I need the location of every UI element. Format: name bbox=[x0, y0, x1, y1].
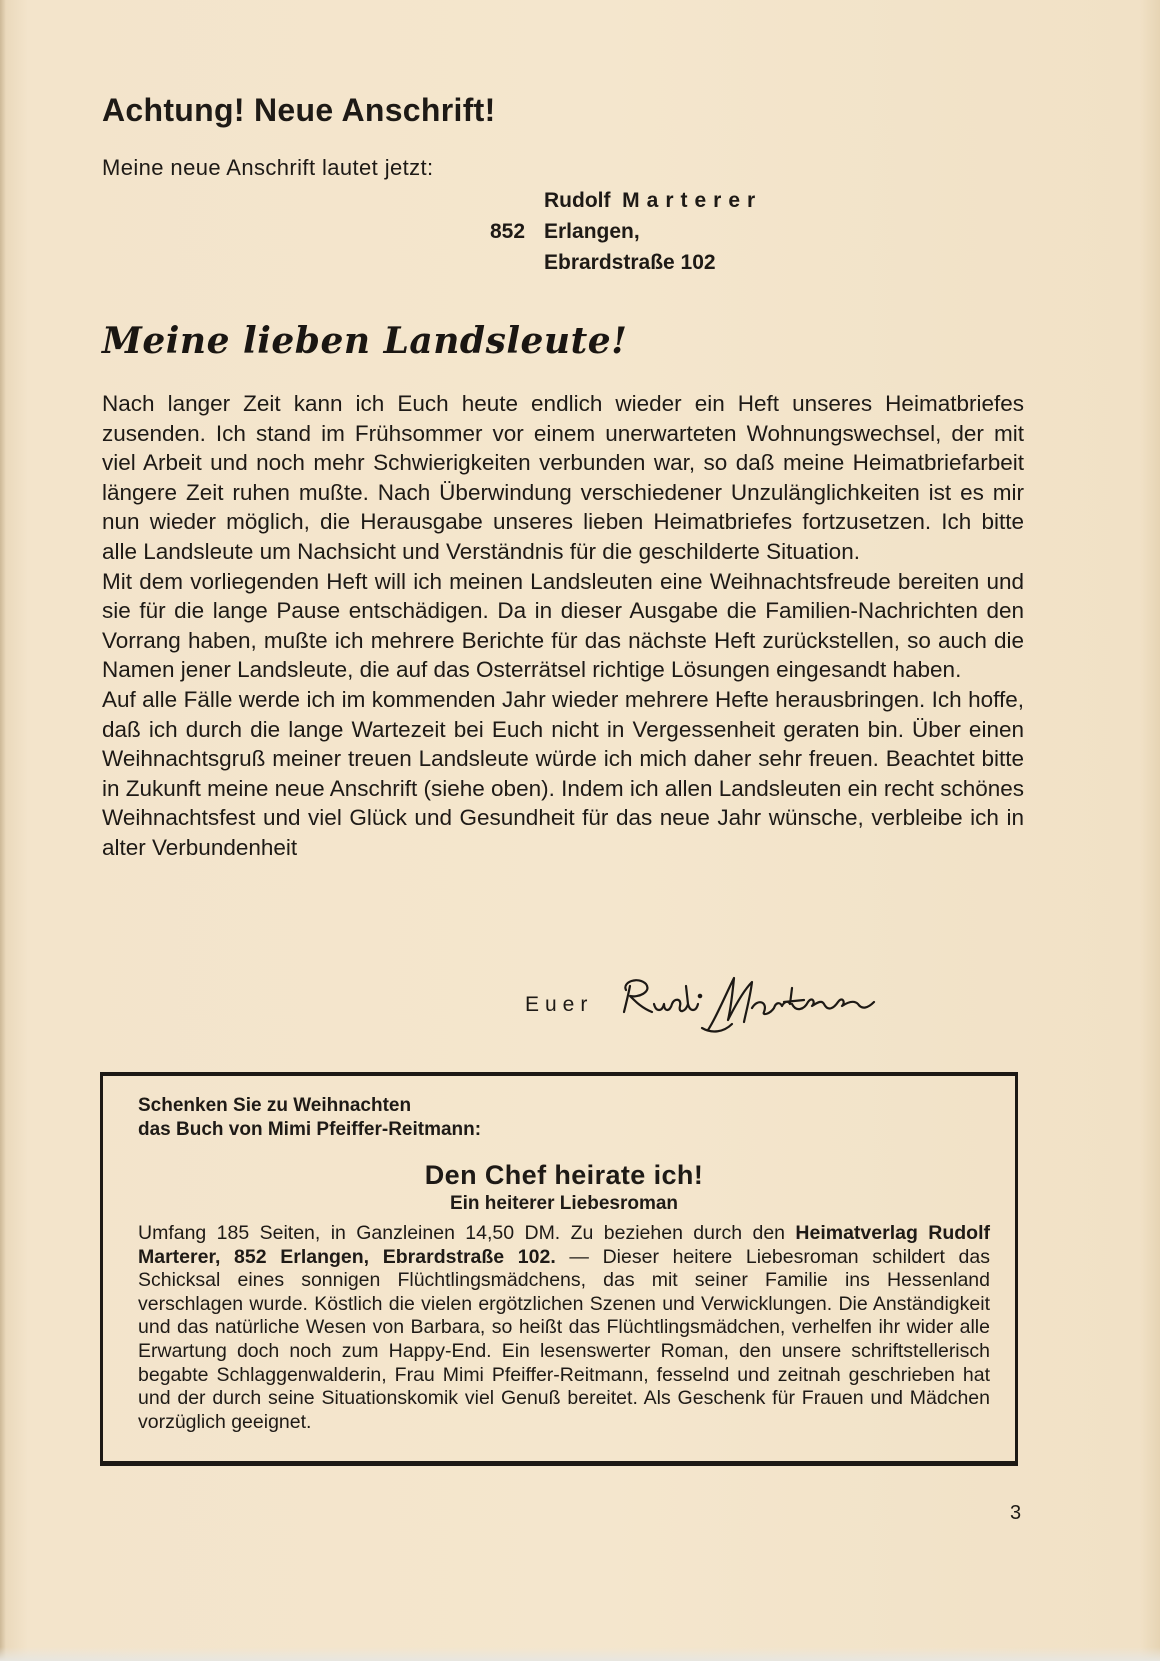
advertisement-lead-line-2: das Buch von Mimi Pfeiffer-Reitmann: bbox=[138, 1119, 482, 1140]
address-zip: 852 bbox=[490, 220, 526, 243]
book-subtitle: Ein heiterer Liebesroman bbox=[449, 1193, 679, 1214]
advertisement-body bbox=[138, 1222, 990, 1434]
scan-edge bbox=[0, 1647, 1160, 1661]
address-first-name: Rudolf bbox=[544, 189, 611, 212]
advertisement-content bbox=[138, 1094, 990, 1434]
page-number: 3 bbox=[1010, 1502, 1022, 1524]
address-street-line bbox=[490, 247, 762, 278]
letter-paragraph: Auf alle Fälle werde ich im kommenden Jahr wieder mehrere Hefte herausbringen. Ich hoffe, daß ich durch die lange Wartezeit bei Euch nicht in Vergessenheit geraten bin. Über einen Weihnachtsgruß meiner treuen Landsleute würde ich mich daher sehr freuen. Beachtet bitte in Zukunft meine neue Anschrift (siehe oben). Indem ich allen Landsleuten ein recht schönes Weihnachtsfest und viel Glück und Gesundheit für das neue Jahr wünsche, verbleibe ich in alter Verbundenheit bbox=[102, 686, 1024, 860]
letter-paragraph: Mit dem vorliegenden Heft will ich meinen Landsleuten eine Weihnachtsfreude bereiten und sie für die lange Pause entschädigen. Da in dieser Ausgabe die Familien-Nachrichten den Vorrang haben, mußte ich mehrere Berichte für das nächste Heft zurückstellen, so auch die Namen jener Landsleute, die auf das Osterrätsel richtige Lösungen eingesandt haben. bbox=[102, 568, 1024, 683]
letter-closing: Euer bbox=[525, 993, 594, 1016]
advertisement-lead bbox=[138, 1094, 990, 1142]
address-city-line bbox=[490, 216, 762, 247]
address-name-line bbox=[490, 185, 762, 216]
headline: Achtung! Neue Anschrift! bbox=[102, 92, 496, 128]
signature-image bbox=[612, 968, 892, 1040]
address-intro: Meine neue Anschrift lautet jetzt: bbox=[102, 155, 434, 180]
address-city: Erlangen, bbox=[544, 220, 640, 243]
advertisement-body-part-2: — Dieser heitere Liebesroman schildert das Schicksal eines sonnigen Flüchtlingsmädchens, das mit seiner Familie ins Hessenland verschlagen wurde. Köstlich die vielen ergötzlichen Szenen und Verwicklungen. Die Anständigkeit und das natürliche Wesen von Barbara, so heißt das Flüchtlingsmädchen, verhelfen ihr wider alle Erwartung doch noch zum Happy-End. Ein lesenswerter Roman, den unsere schriftstellerisch begabte Schlaggenwalderin, Frau Mimi Pfeiffer-Reitmann, fesselnd und zeitnah geschrieben hat und der durch seine Situationskomik viel Genuß bereitet. Als Geschenk für Frauen und Mädchen vorzüglich geeignet. bbox=[138, 1245, 991, 1433]
book-title: Den Chef heirate ich! bbox=[424, 1160, 704, 1190]
advertisement-box bbox=[100, 1072, 1018, 1466]
address-street: Ebrardstraße 102 bbox=[544, 251, 716, 274]
publisher-address: Heimatverlag Rudolf Marterer, 852 Erlangen, Ebrardstraße 102. bbox=[138, 1222, 990, 1268]
letter-body bbox=[102, 389, 1024, 863]
advertisement-lead-line-1: Schenken Sie zu Weihnachten bbox=[138, 1095, 412, 1116]
advertisement-body-part-1: Umfang 185 Seiten, in Ganzleinen 14,50 DM. Zu beziehen durch den bbox=[138, 1222, 796, 1244]
letter-paragraph: Nach langer Zeit kann ich Euch heute endlich wieder ein Heft unseres Heimatbriefes zusenden. Ich stand im Frühsommer vor einem unerwarteten Wohnungswechsel, der mit viel Arbeit und noch mehr Schwierigkeiten verbunden war, so daß meine Heimatbriefarbeit längere Zeit ruhen mußte. Nach Überwindung verschiedener Unzulänglichkeiten ist es mir nun wieder möglich, die Herausgabe unseres lieben Heimatbriefes fortzusetzen. Ich bitte alle Landsleute um Nachsicht und Verständnis für die geschilderte Situation. bbox=[102, 391, 1024, 564]
letter-salutation: Meine lieben Landsleute! bbox=[102, 320, 628, 362]
address-block bbox=[490, 185, 762, 278]
address-last-name: Marterer bbox=[622, 189, 763, 212]
